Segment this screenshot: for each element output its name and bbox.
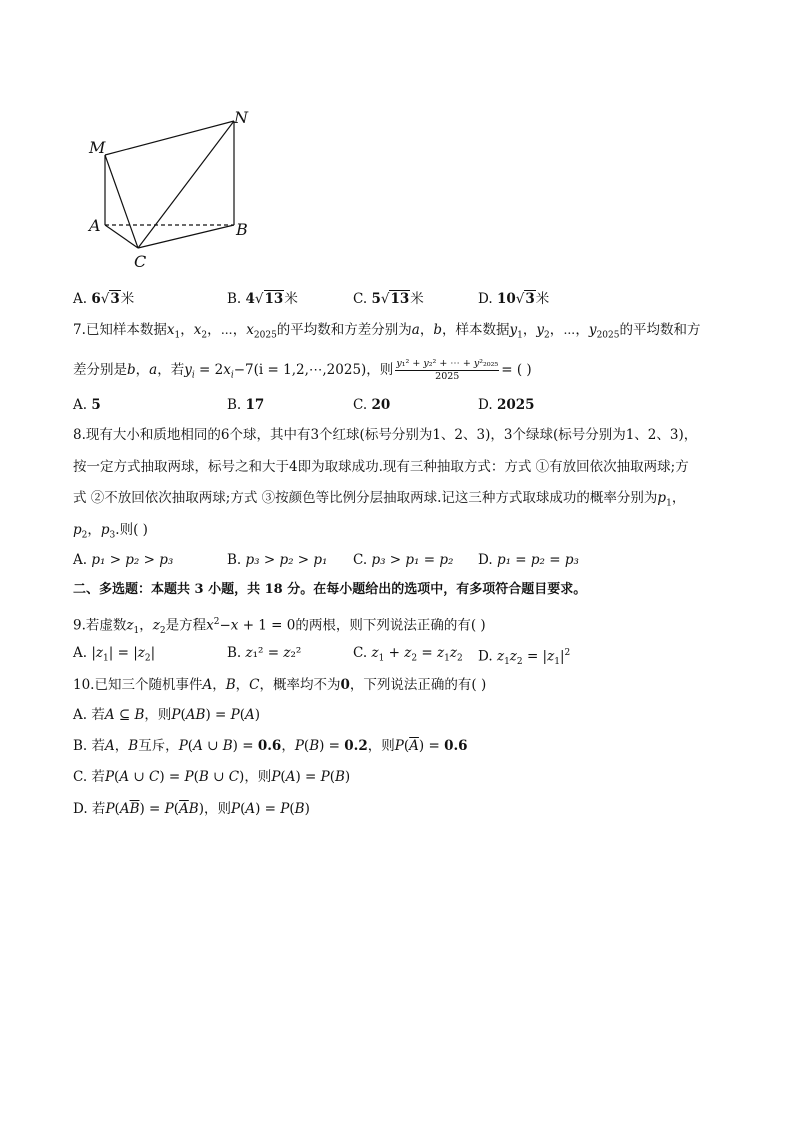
q7-option-b[interactable]: B. 17 — [227, 397, 265, 413]
q8-stem-line4: $p_2$，$p_3$.则( ) — [73, 522, 148, 541]
q7-fraction: $\frac{\text{y₁² + y₂² + ⋯ + y²₂₀₂₅}}{2025}$ — [396, 358, 499, 382]
geometry-figure — [82, 105, 267, 275]
q6-option-a[interactable]: A. 6√3米 — [73, 291, 135, 307]
q8-stem-line1: 8.现有大小和质地相同的6个球，其中有3个红球(标号分别为1、2、3)，3个绿球(标号分别为1、2、3)， — [73, 427, 698, 443]
edge-AC — [105, 225, 138, 248]
q9-option-c[interactable]: C. $z_1 + z_2 = z_1z_2$ — [353, 645, 463, 664]
q8-option-c[interactable]: C. p₃ > p₁ = p₂ — [353, 552, 454, 568]
q8-stem-line3: 式 ②不放回依次抽取两球;方式 ③按颜色等比例分层抽取两球.记这三种方式取球成功的概率分别为$p_1$， — [73, 490, 686, 509]
q10-option-c[interactable]: C. 若P(A ∪ C) = P(B ∪ C)，则P(A) = P(B) — [73, 769, 351, 785]
q10-stem: 10.已知三个随机事件A，B，C，概率均不为0，下列说法正确的有( ) — [73, 677, 487, 693]
q7-option-d[interactable]: D. 2025 — [478, 397, 535, 413]
label-N: N — [234, 108, 248, 127]
edge-MC — [105, 155, 138, 248]
q6-option-c[interactable]: C. 5√13米 — [353, 291, 424, 307]
label-C: C — [134, 252, 147, 271]
q10-option-b[interactable]: B. 若A，B互斥，P(A ∪ B) = 0.6，P(B) = 0.2，则$P(\overline{A}) = 0.6$ — [73, 738, 468, 754]
q6-option-d[interactable]: D. 10√3米 — [478, 291, 550, 307]
q9-option-d[interactable]: D. $z_1z_2 = |z_1|^2$ — [478, 648, 571, 668]
q10-option-a[interactable]: A. 若A ⊆ B，则P(AB) = P(A) — [73, 707, 261, 723]
q9-stem: 9.若虚数$z_1$，$z_2$是方程$x^2-x + 1 = 0$的两根，则下列说法正确的有( ) — [73, 617, 486, 637]
q8-option-b[interactable]: B. p₃ > p₂ > p₁ — [227, 552, 328, 568]
section-title-multiple-choice: 二、多选题：本题共 3 小题，共 18 分。在每小题给出的选项中，有多项符合题目要求。 — [73, 582, 587, 597]
q6-option-b[interactable]: B. 4√13米 — [227, 291, 298, 307]
q8-stem-line2: 按一定方式抽取两球，标号之和大于4即为取球成功.现有三种抽取方式：方式 ①有放回依次抽取两球;方 — [73, 459, 689, 475]
q9-option-b[interactable]: B. z₁² = z₂² — [227, 645, 302, 661]
q9-option-a[interactable]: A. $|z_1| = |z_2|$ — [73, 645, 156, 664]
label-A: A — [89, 216, 101, 235]
q7-option-c[interactable]: C. 20 — [353, 397, 391, 413]
edge-MN — [105, 121, 234, 155]
q8-option-a[interactable]: A. p₁ > p₂ > p₃ — [73, 552, 174, 568]
q8-option-d[interactable]: D. p₁ = p₂ = p₃ — [478, 552, 579, 568]
q10-option-d[interactable]: D. 若$P(A\overline{B}) = P(\overline{A}B)$，则P(A) = P(B) — [73, 801, 310, 817]
q7-stem-line1: 7.已知样本数据$x_1$，$x_2$，⋯，$x_{2025}$的平均数和方差分别为a，b，样本数据$y_1$，$y_2$，⋯，$y_{2025}$的平均数和方 — [73, 322, 701, 341]
label-B: B — [236, 220, 248, 239]
q7-option-a[interactable]: A. 5 — [73, 397, 101, 413]
q7-stem-line2: 差分别是b，a，若$y_i = 2x_i-7(i$ = 1,2,⋯,2025)，则 $\frac{\text{y₁² + y₂² + ⋯ + y²₂₀₂₅}}{2025}$ = ( ) — [73, 358, 532, 382]
label-M: M — [89, 138, 106, 157]
